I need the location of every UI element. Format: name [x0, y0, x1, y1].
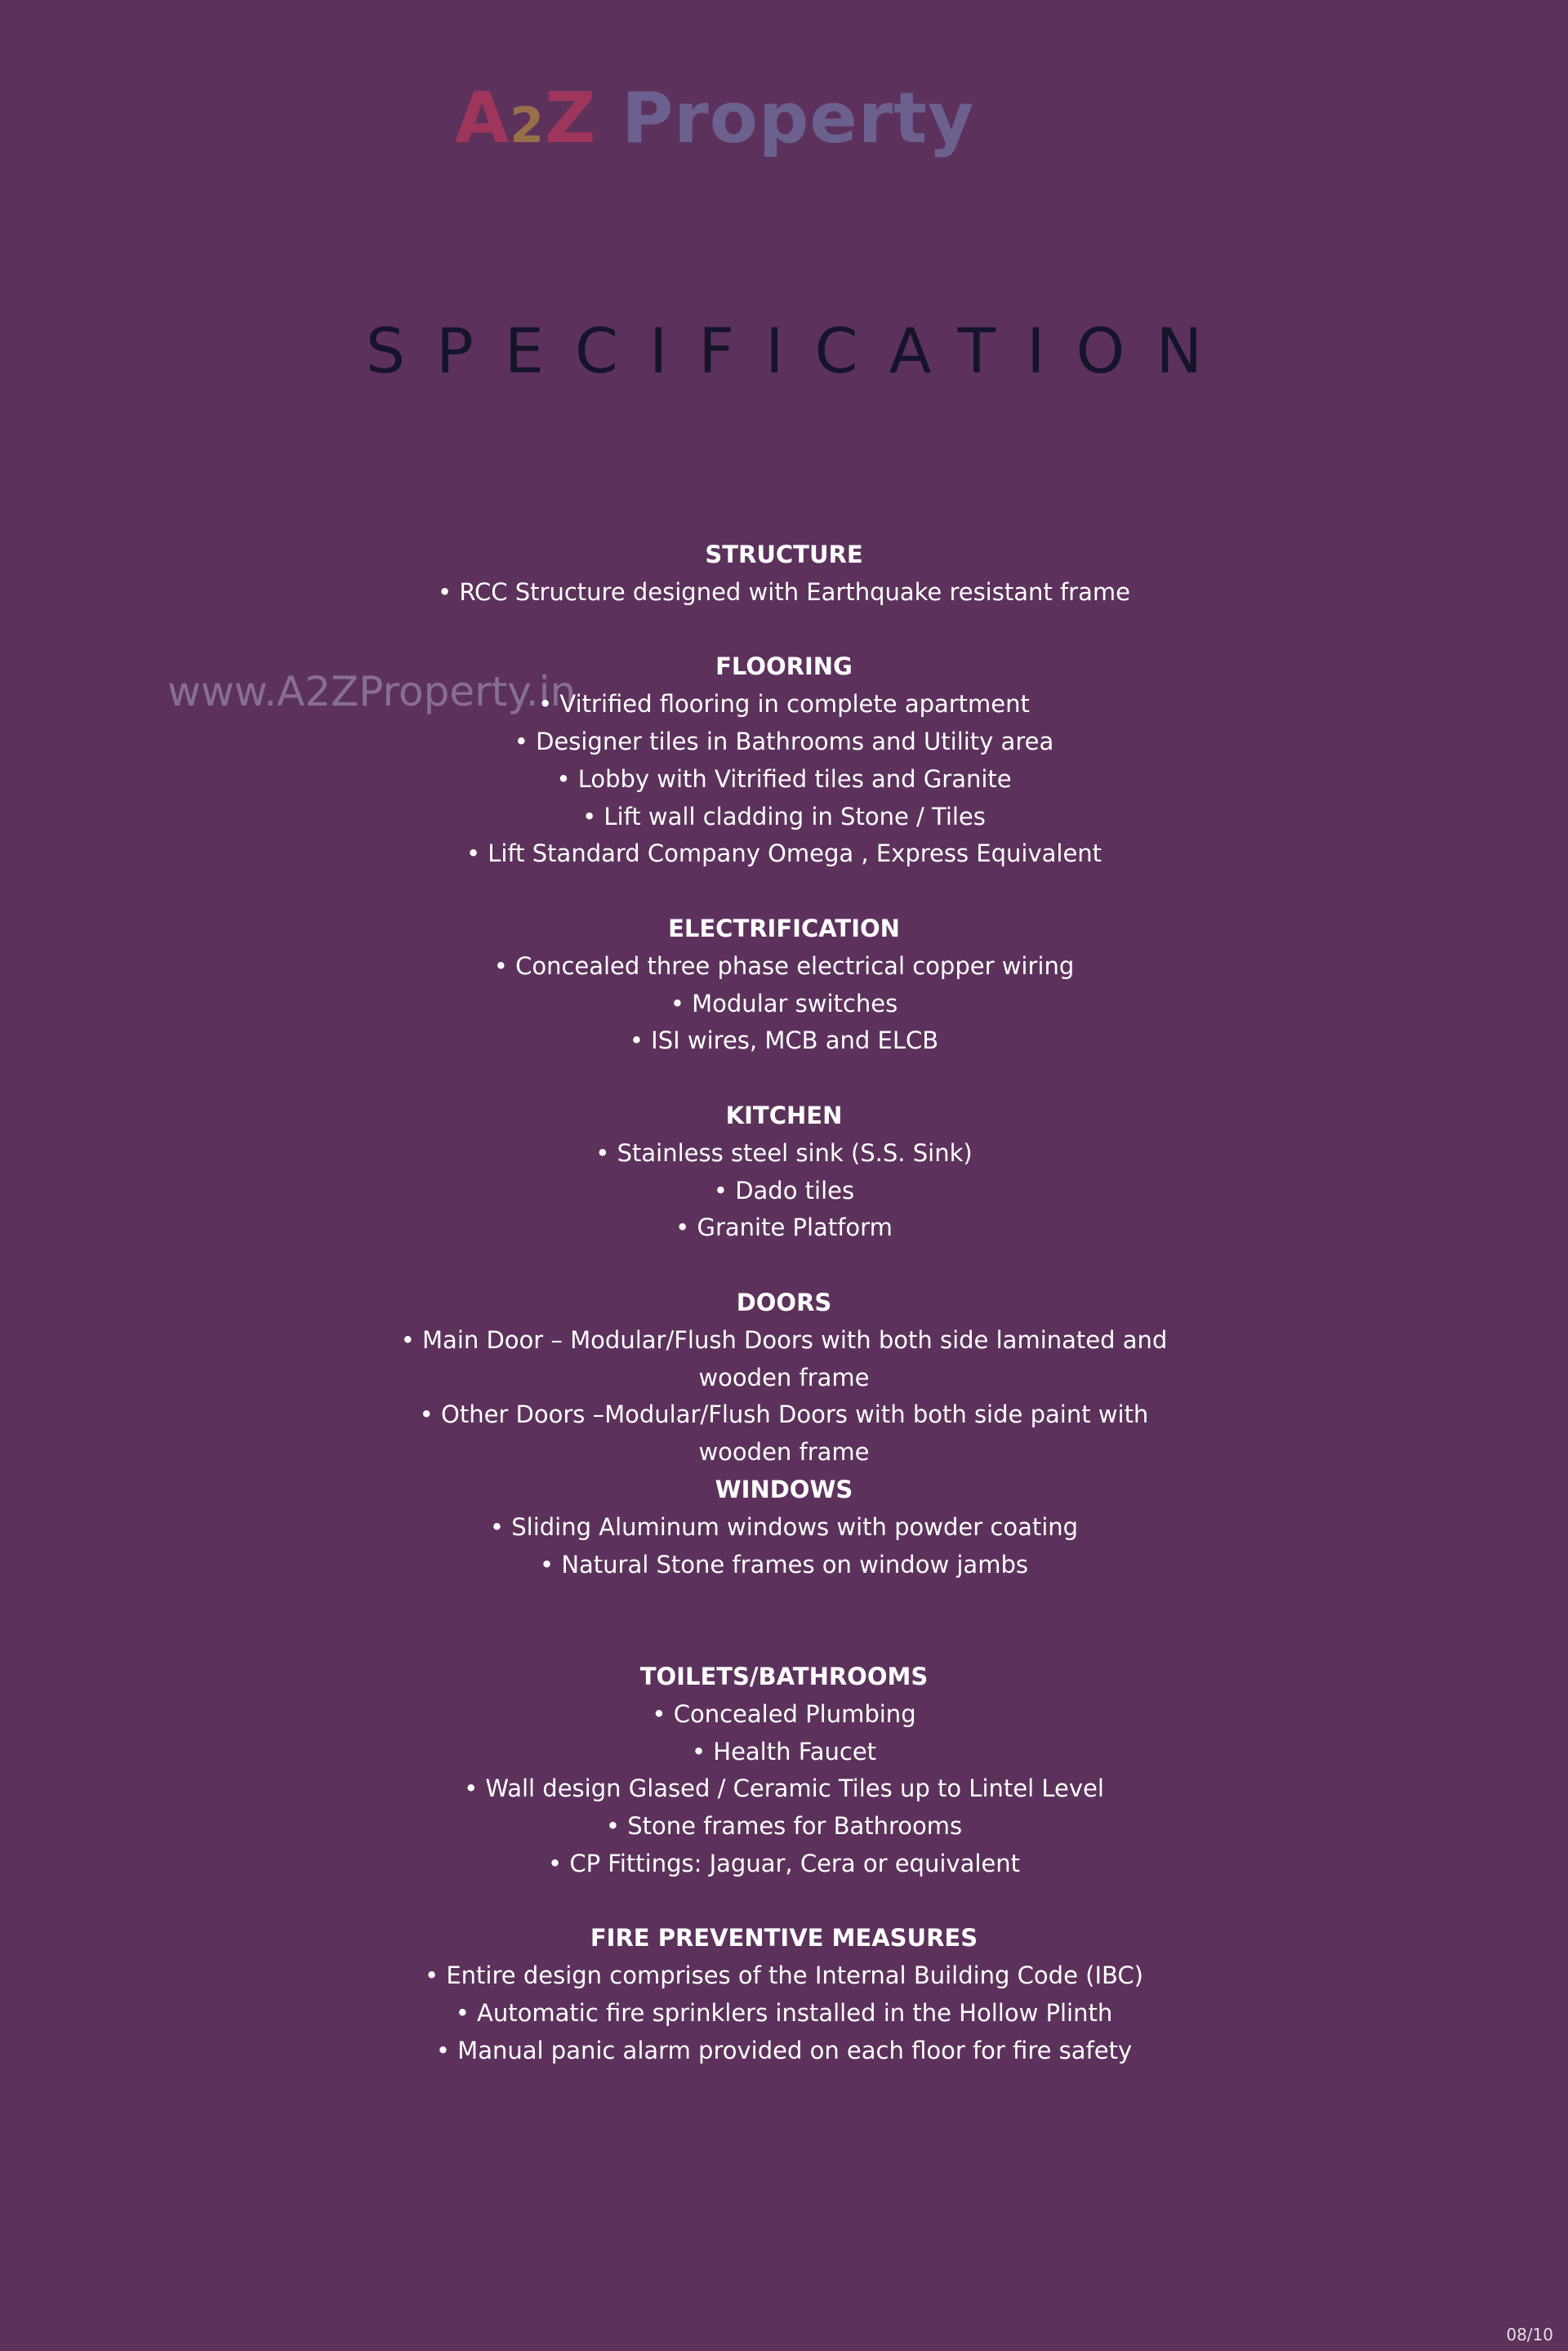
section-heading: TOILETS/BATHROOMS [639, 1662, 929, 1690]
section-flooring [0, 648, 1568, 873]
list-item: • Natural Stone frames on window jambs [540, 1550, 1028, 1578]
list-item: • Health Faucet [691, 1737, 877, 1765]
specification-list [0, 537, 1568, 2070]
logo-word-property: Property [596, 78, 975, 159]
list-item: • Granite Platform [675, 1213, 893, 1242]
list-item: • Sliding Aluminum windows with powder coating [489, 1512, 1079, 1541]
list-item: • Manual panic alarm provided on each floor for fire safety [435, 2036, 1133, 2064]
list-item: • Vitrified flooring in complete apartment [538, 690, 1030, 719]
section-windows [0, 1472, 1568, 1583]
list-item: • Lift wall cladding in Stone / Tiles [582, 802, 986, 830]
list-item: • Entire design comprises of the Internal Building Code (IBC) [425, 1961, 1143, 1990]
list-item: • CP Fittings: Jaguar, Cera or equivalent [548, 1849, 1020, 1877]
list-item: • Dado tiles [713, 1176, 855, 1204]
list-item: • RCC Structure designed with Earthquake resistant frame [438, 577, 1130, 606]
section-heading: DOORS [736, 1288, 832, 1316]
list-item: • ISI wires, MCB and ELCB [629, 1026, 939, 1055]
section-toilets-bathrooms [0, 1659, 1568, 1883]
list-item: • Lift Standard Company Omega , Express Equivalent [466, 839, 1102, 868]
section-kitchen [0, 1098, 1568, 1247]
list-item: • Stainless steel sink (S.S. Sink) [595, 1138, 973, 1167]
section-heading: ELECTRIFICATION [668, 914, 900, 942]
website-watermark: www.A2ZProperty.in [167, 668, 577, 715]
section-heading: FIRE PREVENTIVE MEASURES [590, 1924, 978, 1952]
list-item: • Other Doors –Modular/Flush Doors with both side paint with wooden frame [419, 1400, 1149, 1467]
page-title: SPECIFICATION [365, 314, 1234, 387]
section-fire-preventive-measures [0, 1920, 1568, 2069]
section-heading: STRUCTURE [705, 541, 863, 568]
section-heading: WINDOWS [715, 1475, 853, 1503]
section-doors [0, 1285, 1568, 1472]
list-item: • Stone frames for Bathrooms [605, 1812, 963, 1841]
logo-digit-2: 2 [510, 97, 545, 154]
list-item: • Designer tiles in Bathrooms and Utility area [514, 727, 1054, 755]
list-item: • Lobby with Vitrified tiles and Granite [556, 764, 1012, 793]
list-item: • Main Door – Modular/Flush Doors with both side laminated and wooden frame [400, 1325, 1168, 1391]
section-heading: FLOORING [715, 652, 853, 681]
section-structure [0, 537, 1568, 612]
section-heading: KITCHEN [725, 1101, 843, 1129]
section-electrification [0, 911, 1568, 1060]
a2z-property-logo [0, 78, 1429, 159]
list-item: • Concealed Plumbing [652, 1699, 916, 1728]
list-item: • Automatic fire sprinklers installed in the Hollow Plinth [455, 1999, 1113, 2028]
list-item: • Modular switches [670, 989, 898, 1017]
logo-letter-a: A [454, 78, 510, 159]
list-item: • Concealed three phase electrical copper wiring [493, 951, 1075, 980]
logo-letter-z: Z [545, 78, 597, 159]
page-number: 08/10 [1506, 2325, 1553, 2344]
list-item: • Wall design Glased / Ceramic Tiles up to Lintel Level [464, 1774, 1104, 1803]
